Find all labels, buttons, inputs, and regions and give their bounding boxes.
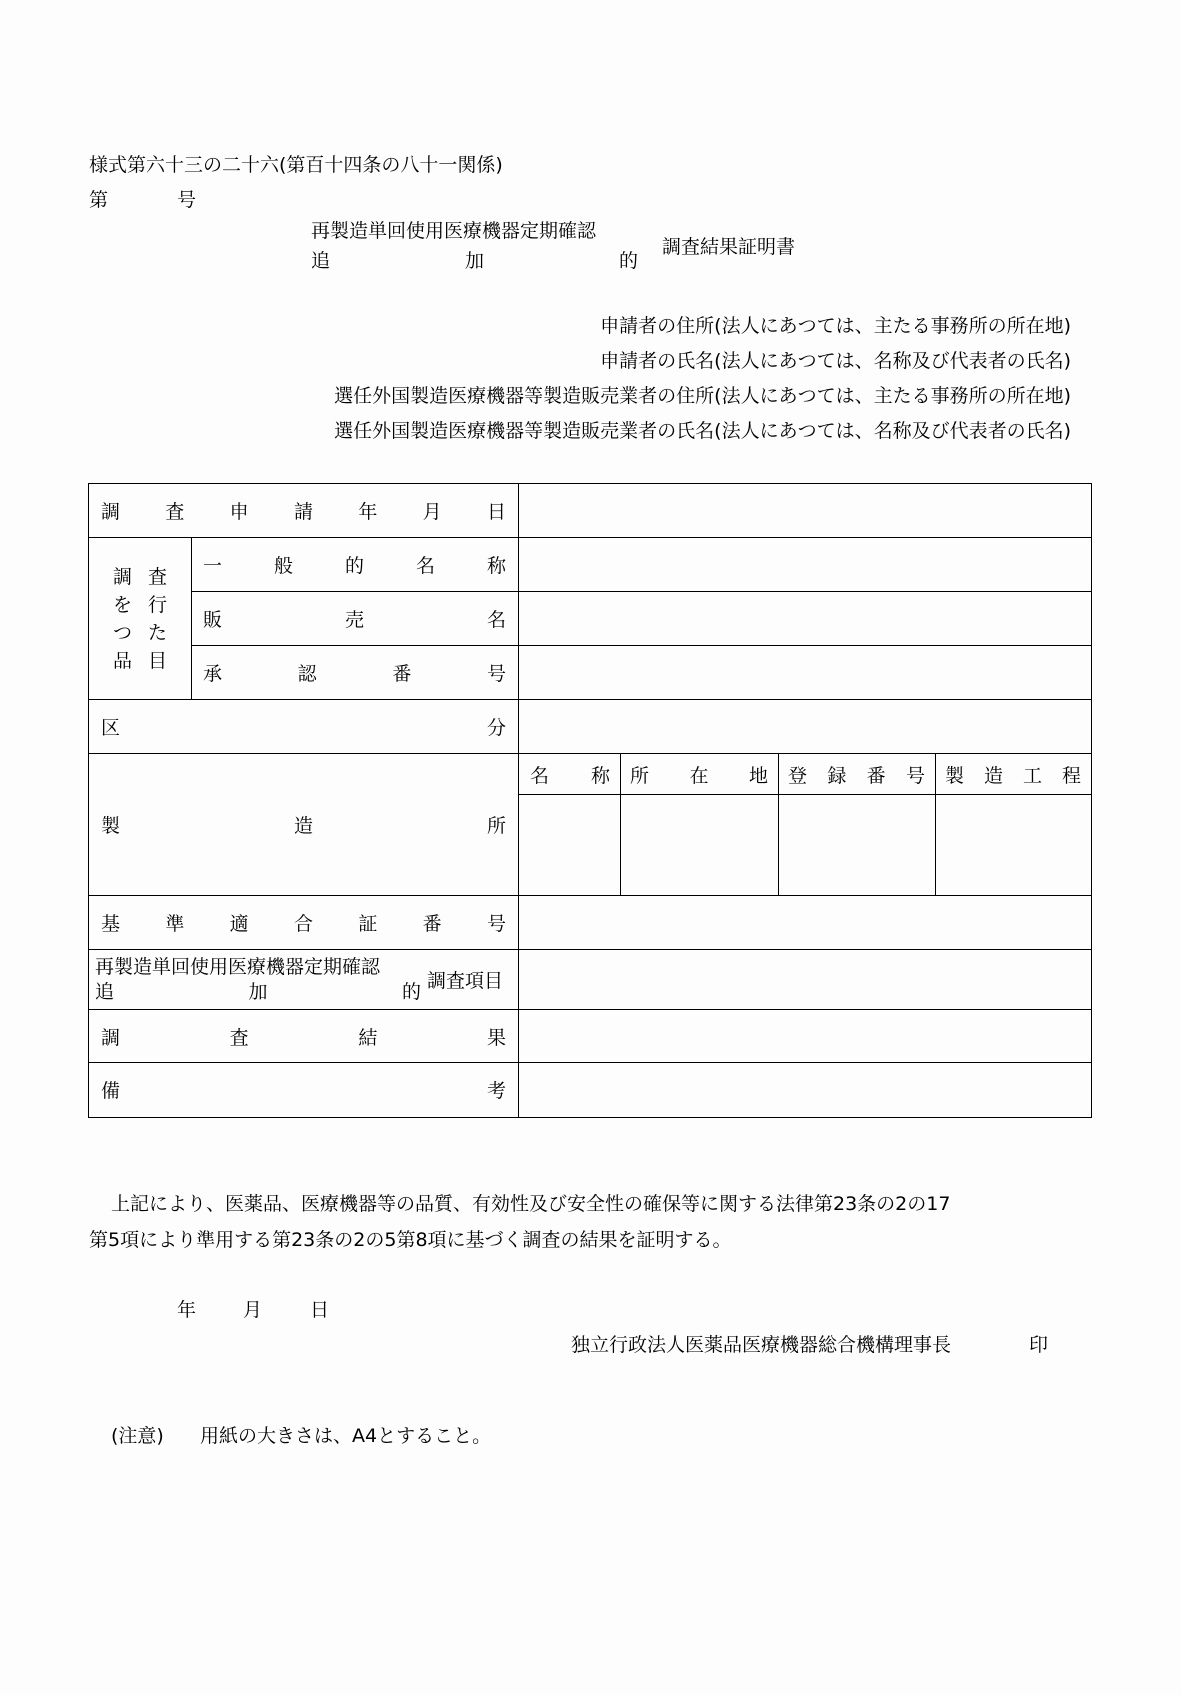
number-prefix: 第 [89, 189, 109, 211]
label-inspection-items: 再製造単回使用医療機器定期確認 追 加 的 調査項目 [95, 955, 504, 1003]
label-application-date: 調 査 申 請 年 月 日 [101, 501, 506, 523]
value-site-registration[interactable] [780, 796, 934, 894]
label-brand-name: 販 売 名 [203, 609, 506, 631]
col-header-site-location: 所 在 地 [630, 764, 768, 787]
value-approval-number[interactable] [521, 646, 1091, 699]
value-inspection-items[interactable] [521, 950, 1091, 1009]
value-site-location[interactable] [622, 796, 777, 894]
note-text: 用紙の大きさは、A4とすること。 [200, 1425, 492, 1447]
value-category[interactable] [521, 700, 1091, 753]
value-application-date[interactable] [521, 484, 1091, 537]
value-site-process[interactable] [937, 796, 1091, 894]
label-standard-cert-number: 基 準 適 合 証 番 号 [101, 913, 506, 935]
col-header-site-name: 名 称 [530, 764, 610, 787]
label-approval-number: 承 認 番 号 [203, 663, 506, 685]
value-site-name[interactable] [521, 796, 619, 894]
certificate-table [88, 483, 1092, 1118]
date-year: 年 [177, 1299, 197, 1321]
note-label: (注意) [111, 1425, 164, 1447]
certification-text-line-1: 上記により、医薬品、医療機器等の品質、有効性及び安全性の確保等に関する法律第23条の2の17 [111, 1193, 951, 1215]
col-header-manufacturing-process: 製 造 工 程 [945, 764, 1081, 787]
title-line-1: 再製造単回使用医療機器定期確認 [311, 220, 597, 242]
label-category: 区 分 [101, 717, 506, 739]
value-inspection-result[interactable] [521, 1010, 1091, 1062]
applicant-address: 申請者の住所(法人にあつては、主たる事務所の所在地) [600, 315, 1071, 337]
title-suffix: 調査結果証明書 [662, 236, 796, 258]
value-brand-name[interactable] [521, 592, 1091, 645]
foreign-agent-address: 選任外国製造医療機器等製造販売業者の住所(法人にあつては、主たる事務所の所在地) [334, 385, 1071, 407]
label-inspection-result: 調 査 結 果 [101, 1026, 506, 1049]
value-remarks[interactable] [521, 1063, 1091, 1116]
label-generic-name: 一 般 的 名 称 [203, 555, 506, 577]
date-month: 月 [243, 1299, 263, 1321]
applicant-block [334, 317, 1071, 441]
col-header-registration-number: 登 録 番 号 [788, 764, 925, 787]
applicant-name: 申請者の氏名(法人にあつては、名称及び代表者の氏名) [600, 350, 1071, 372]
label-remarks: 備 考 [101, 1080, 506, 1102]
issuer-name: 独立行政法人医薬品医療機器総合機構理事長 [571, 1334, 952, 1356]
label-manufacturing-site: 製 造 所 [101, 815, 506, 837]
value-standard-cert-number[interactable] [521, 896, 1091, 949]
certification-text-line-2: 第5項により準用する第23条の2の5第8項に基づく調査の結果を証明する。 [89, 1229, 732, 1251]
seal-mark: 印 [1029, 1334, 1049, 1356]
label-inspected-item: 調 を つ 品 査 行 た 目 [112, 565, 168, 672]
value-generic-name[interactable] [521, 538, 1091, 591]
form-number: 様式第六十三の二十六(第百十四条の八十一関係) [89, 154, 503, 176]
title-line-2: 追 加 的 [311, 250, 638, 272]
number-suffix: 号 [177, 189, 197, 211]
foreign-agent-name: 選任外国製造医療機器等製造販売業者の氏名(法人にあつては、名称及び代表者の氏名) [334, 420, 1071, 442]
date-day: 日 [310, 1299, 330, 1321]
